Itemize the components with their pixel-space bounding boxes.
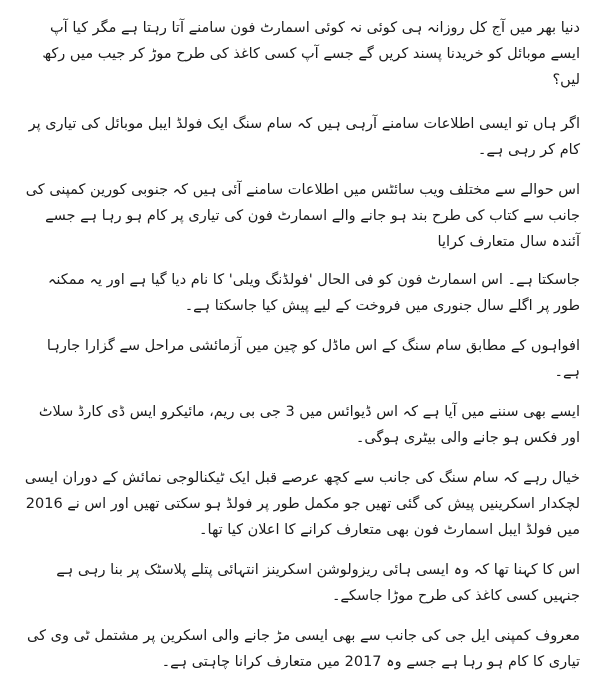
paragraph-3: اس حوالے سے مختلف ویب سائٹس میں اطلاعات سامنے آئی ہیں کہ جنوبی کورین کمپنی کی جانب سے کتاب کی طرح بند ہو جانے والے اسمارٹ فون کی تیاری پر کام ہو رہا ہے جسے آئندہ سال متعارف کرایا	[25, 182, 580, 250]
paragraph-7: خیال رہے کہ سام سنگ کی جانب سے کچھ عرصے قبل ایک ٹیکنالوجی نمائش کے دوران ایسی لچکدار اسکرینیں پیش کی گئی تھیں جو مکمل طور پر فولڈ ہو سکتی تھیں اور اس نے 2016 میں فولڈ ایبل اسمارٹ فون بھی متعارف کرانے کا اعلان کیا تھا۔	[24, 470, 580, 538]
paragraph-6: ایسے بھی سننے میں آیا ہے کہ اس ڈیوائس میں 3 جی بی ریم، مائیکرو ایس ڈی کارڈ سلاٹ اور فکس ہو جانے والی بیٹری ہوگی۔	[38, 404, 580, 446]
paragraph-1: دنیا بھر میں آج کل روزانہ ہی کوئی نہ کوئی اسمارٹ فون سامنے آتا رہتا ہے مگر کیا آپ ایسے موبائل کو خریدنا پسند کریں گے جسے آپ کسی کاغذ کی طرح موڑ کر جیب میں رکھ لیں؟	[42, 20, 580, 88]
paragraph-9: معروف کمپنی ایل جی کی جانب سے بھی ایسی مڑ جانے والی اسکرین پر مشتمل ٹی وی کی تیاری کا کام ہو رہا ہے جسے وہ 2017 میں متعارف کرانا چاہتی ہے۔	[27, 628, 580, 670]
paragraph-4: جاسکتا ہے۔ اس اسمارٹ فون کو فی الحال 'فولڈنگ ویلی' کا نام دیا گیا ہے اور یہ ممکنہ طور پر اگلے سال جنوری میں فروخت کے لیے پیش کیا جاسکتا ہے۔	[47, 272, 580, 314]
paragraph-8: اس کا کہنا تھا کہ وہ ایسی ہائی ریزولوشن اسکرینز انتہائی پتلے پلاسٹک پر بنا رہی ہے جنہیں کسی کاغذ کی طرح موڑا جاسکے۔	[56, 562, 580, 604]
paragraph-5: افواہوں کے مطابق سام سنگ کے اس ماڈل کو چین میں آزمائشی مراحل سے گزارا جارہا ہے۔	[46, 338, 580, 380]
paragraph-2: اگر ہاں تو ایسی اطلاعات سامنے آرہی ہیں کہ سام سنگ ایک فولڈ ایبل موبائل کی تیاری پر کام کر رہی ہے۔	[28, 116, 580, 158]
article-body	[22, 0, 580, 675]
